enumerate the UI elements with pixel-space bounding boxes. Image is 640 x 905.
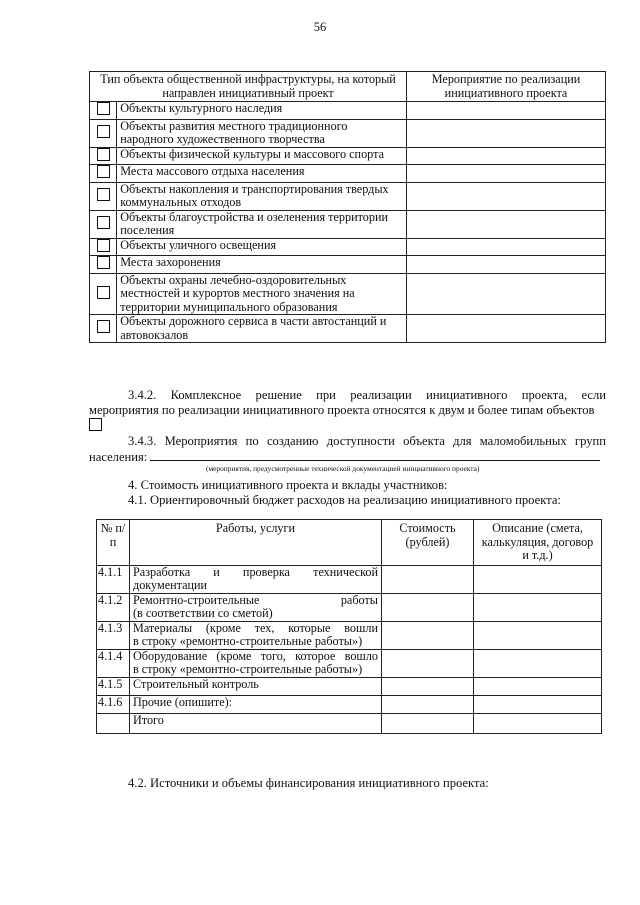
checkbox-icon[interactable]: [97, 216, 110, 229]
cost-cell[interactable]: [382, 649, 474, 677]
budget-row: [97, 565, 602, 593]
row-checkbox-cell[interactable]: [90, 147, 117, 165]
checkbox-icon[interactable]: [97, 286, 110, 299]
page-number: 56: [313, 20, 327, 34]
object-type-label: Места массового отдыха населения: [117, 165, 407, 183]
description-cell[interactable]: [474, 593, 602, 621]
checkbox-icon[interactable]: [97, 165, 110, 178]
row-number: 4.1.3: [97, 621, 130, 649]
section-3-4-2-line1: [128, 388, 606, 403]
object-type-label: Объекты развития местного традиционного народного художественного творчества: [117, 119, 407, 147]
header-event: Мероприятие по реализации инициативного проекта: [407, 72, 606, 102]
cost-cell[interactable]: [382, 621, 474, 649]
work-line-1: Разработка и проверка технической: [133, 564, 378, 579]
description-cell[interactable]: [474, 713, 602, 733]
work-line-2: в строку «ремонтно-строительные работы»): [133, 634, 363, 648]
complex-solution-checkbox[interactable]: [89, 418, 102, 436]
object-type-label: Места захоронения: [117, 256, 407, 274]
budget-table: [96, 519, 602, 734]
event-cell[interactable]: [407, 238, 606, 256]
row-number: [97, 713, 130, 733]
description-cell[interactable]: [474, 695, 602, 713]
description-cell[interactable]: [474, 565, 602, 593]
row-checkbox-cell[interactable]: [90, 315, 117, 343]
work-line-1: Ремонтно-строительные работы: [133, 592, 378, 607]
work-cell: [130, 593, 382, 621]
row-number: 4.1.5: [97, 677, 130, 695]
checkbox-icon[interactable]: [97, 102, 110, 115]
work-cell: [130, 695, 382, 713]
budget-row: [97, 593, 602, 621]
section-3-4-2-text-b: мероприятия по реализации инициативного проекта относятся к двум и более типам объектов: [89, 403, 595, 417]
checkbox-icon[interactable]: [97, 188, 110, 201]
section-4-2-heading: 4.2. Источники и объемы финансирования инициативного проекта:: [128, 776, 489, 790]
header-object-type: Тип объекта общественной инфраструктуры, на который направлен инициативный проект: [90, 72, 407, 102]
section-3-4-3-label: населения:: [89, 450, 148, 464]
section-4-1-heading: 4.1. Ориентировочный бюджет расходов на реализацию инициативного проекта:: [128, 493, 561, 507]
object-type-label: Объекты физической культуры и массового спорта: [117, 147, 407, 165]
section-3-4-3-note: (мероприятия, предусмотренные технической документацией инициативного проекта): [206, 464, 480, 473]
header-works: Работы, услуги: [130, 520, 382, 566]
infrastructure-row: [90, 210, 606, 238]
header-description: Описание (смета, калькуляция, договор и т.д.): [474, 520, 602, 566]
work-cell: [130, 565, 382, 593]
work-line-2: в строку «ремонтно-строительные работы»): [133, 662, 363, 676]
row-number: 4.1.4: [97, 649, 130, 677]
cost-cell[interactable]: [382, 593, 474, 621]
cost-cell[interactable]: [382, 695, 474, 713]
object-type-label: Объекты накопления и транспортирования твердых коммунальных отходов: [117, 182, 407, 210]
budget-row: [97, 677, 602, 695]
checkbox-icon[interactable]: [97, 239, 110, 252]
checkbox-icon[interactable]: [97, 125, 110, 138]
infrastructure-row: [90, 102, 606, 120]
work-line-1: Итого: [133, 712, 164, 727]
infrastructure-row: [90, 256, 606, 274]
work-line-2: документации: [133, 578, 208, 592]
event-cell[interactable]: [407, 165, 606, 183]
budget-row: [97, 695, 602, 713]
section-4-heading: 4. Стоимость инициативного проекта и вклады участников:: [128, 478, 448, 492]
infrastructure-row: [90, 119, 606, 147]
event-cell[interactable]: [407, 210, 606, 238]
checkbox-icon[interactable]: [97, 256, 110, 269]
row-checkbox-cell[interactable]: [90, 102, 117, 120]
event-cell[interactable]: [407, 119, 606, 147]
object-type-label: Объекты охраны лечебно-оздоровительных местностей и курортов местного значения на территории муниципального образования: [117, 273, 407, 315]
row-checkbox-cell[interactable]: [90, 238, 117, 256]
event-cell[interactable]: [407, 315, 606, 343]
event-cell[interactable]: [407, 273, 606, 315]
section-3-4-3-line2: [89, 449, 606, 465]
section-3-4-2-text-a: 3.4.2. Комплексное решение при реализации инициативного проекта, если: [128, 388, 606, 402]
checkbox-icon[interactable]: [97, 148, 110, 161]
description-cell[interactable]: [474, 677, 602, 695]
object-type-label: Объекты культурного наследия: [117, 102, 407, 120]
work-cell: [130, 621, 382, 649]
description-cell[interactable]: [474, 621, 602, 649]
infrastructure-row: [90, 273, 606, 315]
infrastructure-type-table: [89, 71, 606, 343]
work-cell: [130, 713, 382, 733]
section-3-4-2-line2: [89, 403, 606, 418]
row-number: 4.1.6: [97, 695, 130, 713]
object-type-label: Объекты дорожного сервиса в части автостанций и автовокзалов: [117, 315, 407, 343]
budget-row: [97, 621, 602, 649]
row-checkbox-cell[interactable]: [90, 256, 117, 274]
object-type-label: Объекты уличного освещения: [117, 238, 407, 256]
budget-row: [97, 649, 602, 677]
infrastructure-row: [90, 238, 606, 256]
description-cell[interactable]: [474, 649, 602, 677]
checkbox-icon: [89, 418, 102, 431]
event-cell[interactable]: [407, 182, 606, 210]
row-checkbox-cell[interactable]: [90, 165, 117, 183]
work-line-1: Строительный контроль: [133, 676, 259, 691]
infrastructure-row: [90, 182, 606, 210]
row-checkbox-cell[interactable]: [90, 119, 117, 147]
row-checkbox-cell[interactable]: [90, 182, 117, 210]
header-number: № п/п: [97, 520, 130, 566]
infrastructure-row: [90, 315, 606, 343]
row-number: 4.1.1: [97, 565, 130, 593]
work-line-1: Оборудование (кроме того, которое вошло: [133, 648, 378, 663]
row-number: 4.1.2: [97, 593, 130, 621]
row-checkbox-cell[interactable]: [90, 273, 117, 315]
cost-cell[interactable]: [382, 565, 474, 593]
work-line-1: Прочие (опишите):: [133, 694, 233, 709]
event-cell[interactable]: [407, 256, 606, 274]
work-line-1: Материалы (кроме тех, которые вошли: [133, 620, 378, 635]
budget-row: [97, 713, 602, 733]
work-cell: [130, 649, 382, 677]
row-checkbox-cell[interactable]: [90, 210, 117, 238]
event-cell[interactable]: [407, 147, 606, 165]
header-cost: Стоимость (рублей): [382, 520, 474, 566]
section-3-4-3-line1: 3.4.3. Мероприятия по созданию доступности объекта для маломобильных групп: [128, 434, 606, 448]
cost-cell[interactable]: [382, 677, 474, 695]
cost-cell[interactable]: [382, 713, 474, 733]
infrastructure-row: [90, 147, 606, 165]
infrastructure-row: [90, 165, 606, 183]
checkbox-icon[interactable]: [97, 320, 110, 333]
work-cell: [130, 677, 382, 695]
event-cell[interactable]: [407, 102, 606, 120]
work-line-2: (в соответствии со сметой): [133, 606, 273, 620]
accessibility-measures-field[interactable]: [150, 449, 600, 461]
object-type-label: Объекты благоустройства и озеленения территории поселения: [117, 210, 407, 238]
